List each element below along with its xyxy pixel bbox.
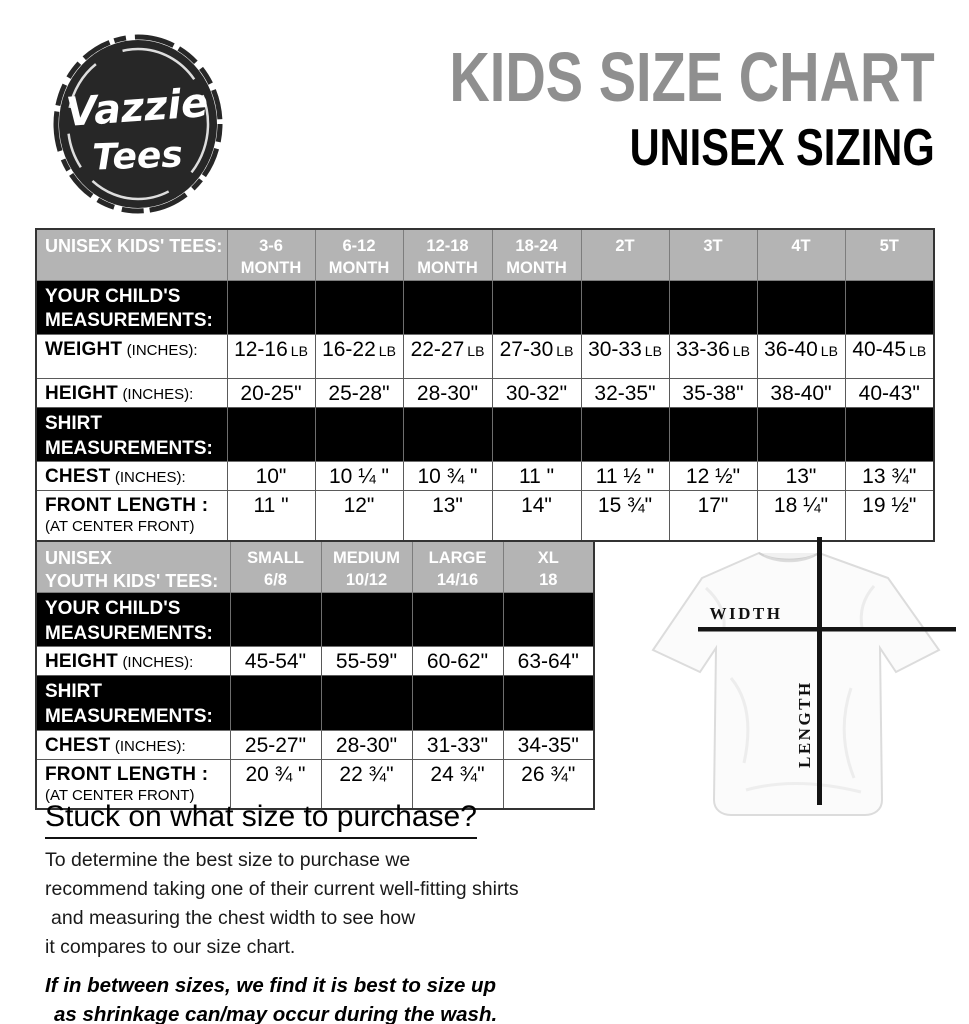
height-value: 38-40" xyxy=(757,378,845,407)
chest-value: 12 ½" xyxy=(669,462,757,491)
logo-word-tees: Tees xyxy=(91,134,184,179)
note-line: as shrinkage can/may occur during the wash. xyxy=(54,1003,498,1024)
size-help-heading: Stuck on what size to purchase? xyxy=(45,800,477,839)
page-titles xyxy=(328,38,935,177)
front-length-value: 15 ¾" xyxy=(581,491,669,541)
size-help-paragraph xyxy=(45,846,605,962)
front-length-value: 13" xyxy=(403,491,492,541)
chest-value: 13 ¾" xyxy=(845,462,934,491)
front-length-value: 26 ¾" xyxy=(503,759,594,809)
height-value: 28-30" xyxy=(403,378,492,407)
weight-value: 27-30 LB xyxy=(492,334,581,378)
front-length-value: 17" xyxy=(669,491,757,541)
sizing-note xyxy=(45,971,605,1024)
page-title: KIDS SIZE CHART xyxy=(449,38,935,116)
row-label-front-length: FRONT LENGTH : (AT CENTER FRONT) xyxy=(36,759,230,809)
front-length-value: 12" xyxy=(315,491,403,541)
section-label: YOUR CHILD'S MEASUREMENTS: xyxy=(36,593,230,647)
unisex-youth-kids-tees-table xyxy=(35,540,595,810)
column-header: LARGE 14/16 xyxy=(412,541,503,593)
section-label: SHIRT MEASUREMENTS: xyxy=(36,407,227,461)
row-label-chest: CHEST (INCHES): xyxy=(36,730,230,759)
height-value: 55-59" xyxy=(321,647,412,676)
vazzie-tees-logo xyxy=(48,28,228,220)
chest-value: 11 " xyxy=(492,462,581,491)
chest-value: 10" xyxy=(227,462,315,491)
weight-value: 12-16 LB xyxy=(227,334,315,378)
row-label-front-length: FRONT LENGTH : (AT CENTER FRONT) xyxy=(36,491,227,541)
tshirt-measurement-diagram xyxy=(636,528,968,834)
height-value: 30-32" xyxy=(492,378,581,407)
height-value: 45-54" xyxy=(230,647,321,676)
height-value: 40-43" xyxy=(845,378,934,407)
column-header: 3T xyxy=(669,229,757,280)
chest-row xyxy=(36,462,934,491)
logo-word-vazzie: Vazzie xyxy=(64,80,210,136)
height-value: 25-28" xyxy=(315,378,403,407)
width-line xyxy=(698,627,956,632)
column-header: 4T xyxy=(757,229,845,280)
chest-value: 25-27" xyxy=(230,730,321,759)
tshirt-icon xyxy=(636,528,968,834)
front-length-value: 14" xyxy=(492,491,581,541)
height-value: 35-38" xyxy=(669,378,757,407)
column-header: SMALL 6/8 xyxy=(230,541,321,593)
length-label: LENGTH xyxy=(795,680,814,768)
front-length-value: 24 ¾" xyxy=(412,759,503,809)
section-row-shirt-measurements xyxy=(36,676,594,730)
chest-value: 11 ½ " xyxy=(581,462,669,491)
weight-value: 40-45 LB xyxy=(845,334,934,378)
height-row xyxy=(36,647,594,676)
front-length-value: 19 ½" xyxy=(845,491,934,541)
weight-value: 22-27 LB xyxy=(403,334,492,378)
height-row xyxy=(36,378,934,407)
chest-row xyxy=(36,730,594,759)
weight-row xyxy=(36,334,934,378)
column-header: 12-18 MONTH xyxy=(403,229,492,280)
help-text-line: recommend taking one of their current well-fitting shirts xyxy=(45,878,519,900)
row-label-weight: WEIGHT (INCHES): xyxy=(36,334,227,378)
table-header-row xyxy=(36,541,594,593)
chest-value: 10 ¼ " xyxy=(315,462,403,491)
table1-title-cell: UNISEX KIDS' TEES: xyxy=(36,229,227,280)
length-line xyxy=(817,537,822,805)
row-label-height: HEIGHT (INCHES): xyxy=(36,378,227,407)
chest-value: 34-35" xyxy=(503,730,594,759)
table-header-row xyxy=(36,229,934,280)
width-label: WIDTH xyxy=(709,604,783,623)
chest-value: 13" xyxy=(757,462,845,491)
section-row-shirt-measurements xyxy=(36,407,934,461)
table2-title-cell: UNISEX YOUTH KIDS' TEES: xyxy=(36,541,230,593)
column-header: 18-24 MONTH xyxy=(492,229,581,280)
row-label-chest: CHEST (INCHES): xyxy=(36,462,227,491)
front-length-value: 18 ¼" xyxy=(757,491,845,541)
section-row-child-measurements xyxy=(36,280,934,334)
help-text-line: and measuring the chest width to see how xyxy=(51,907,416,929)
section-label: YOUR CHILD'S MEASUREMENTS: xyxy=(36,280,227,334)
help-text-line: it compares to our size chart. xyxy=(45,936,296,958)
unisex-kids-tees-table xyxy=(35,228,935,542)
note-line: If in between sizes, we find it is best to size up xyxy=(45,974,497,997)
weight-value: 36-40 LB xyxy=(757,334,845,378)
row-label-height: HEIGHT (INCHES): xyxy=(36,647,230,676)
column-header: 2T xyxy=(581,229,669,280)
page-subtitle: UNISEX SIZING xyxy=(629,119,935,177)
logo-circle-icon xyxy=(48,28,228,220)
section-row-child-measurements xyxy=(36,593,594,647)
size-help-section xyxy=(45,800,605,1024)
column-header: 6-12 MONTH xyxy=(315,229,403,280)
weight-value: 16-22 LB xyxy=(315,334,403,378)
column-header: XL 18 xyxy=(503,541,594,593)
chest-value: 28-30" xyxy=(321,730,412,759)
front-length-value: 11 " xyxy=(227,491,315,541)
weight-value: 33-36 LB xyxy=(669,334,757,378)
front-length-value: 22 ¾" xyxy=(321,759,412,809)
column-header: 5T xyxy=(845,229,934,280)
chest-value: 10 ¾ " xyxy=(403,462,492,491)
height-value: 60-62" xyxy=(412,647,503,676)
weight-value: 30-33 LB xyxy=(581,334,669,378)
front-length-value: 20 ¾ " xyxy=(230,759,321,809)
column-header: MEDIUM 10/12 xyxy=(321,541,412,593)
height-value: 20-25" xyxy=(227,378,315,407)
column-header: 3-6 MONTH xyxy=(227,229,315,280)
section-label: SHIRT MEASUREMENTS: xyxy=(36,676,230,730)
height-value: 32-35" xyxy=(581,378,669,407)
chest-value: 31-33" xyxy=(412,730,503,759)
height-value: 63-64" xyxy=(503,647,594,676)
help-text-line: To determine the best size to purchase we xyxy=(45,849,411,871)
